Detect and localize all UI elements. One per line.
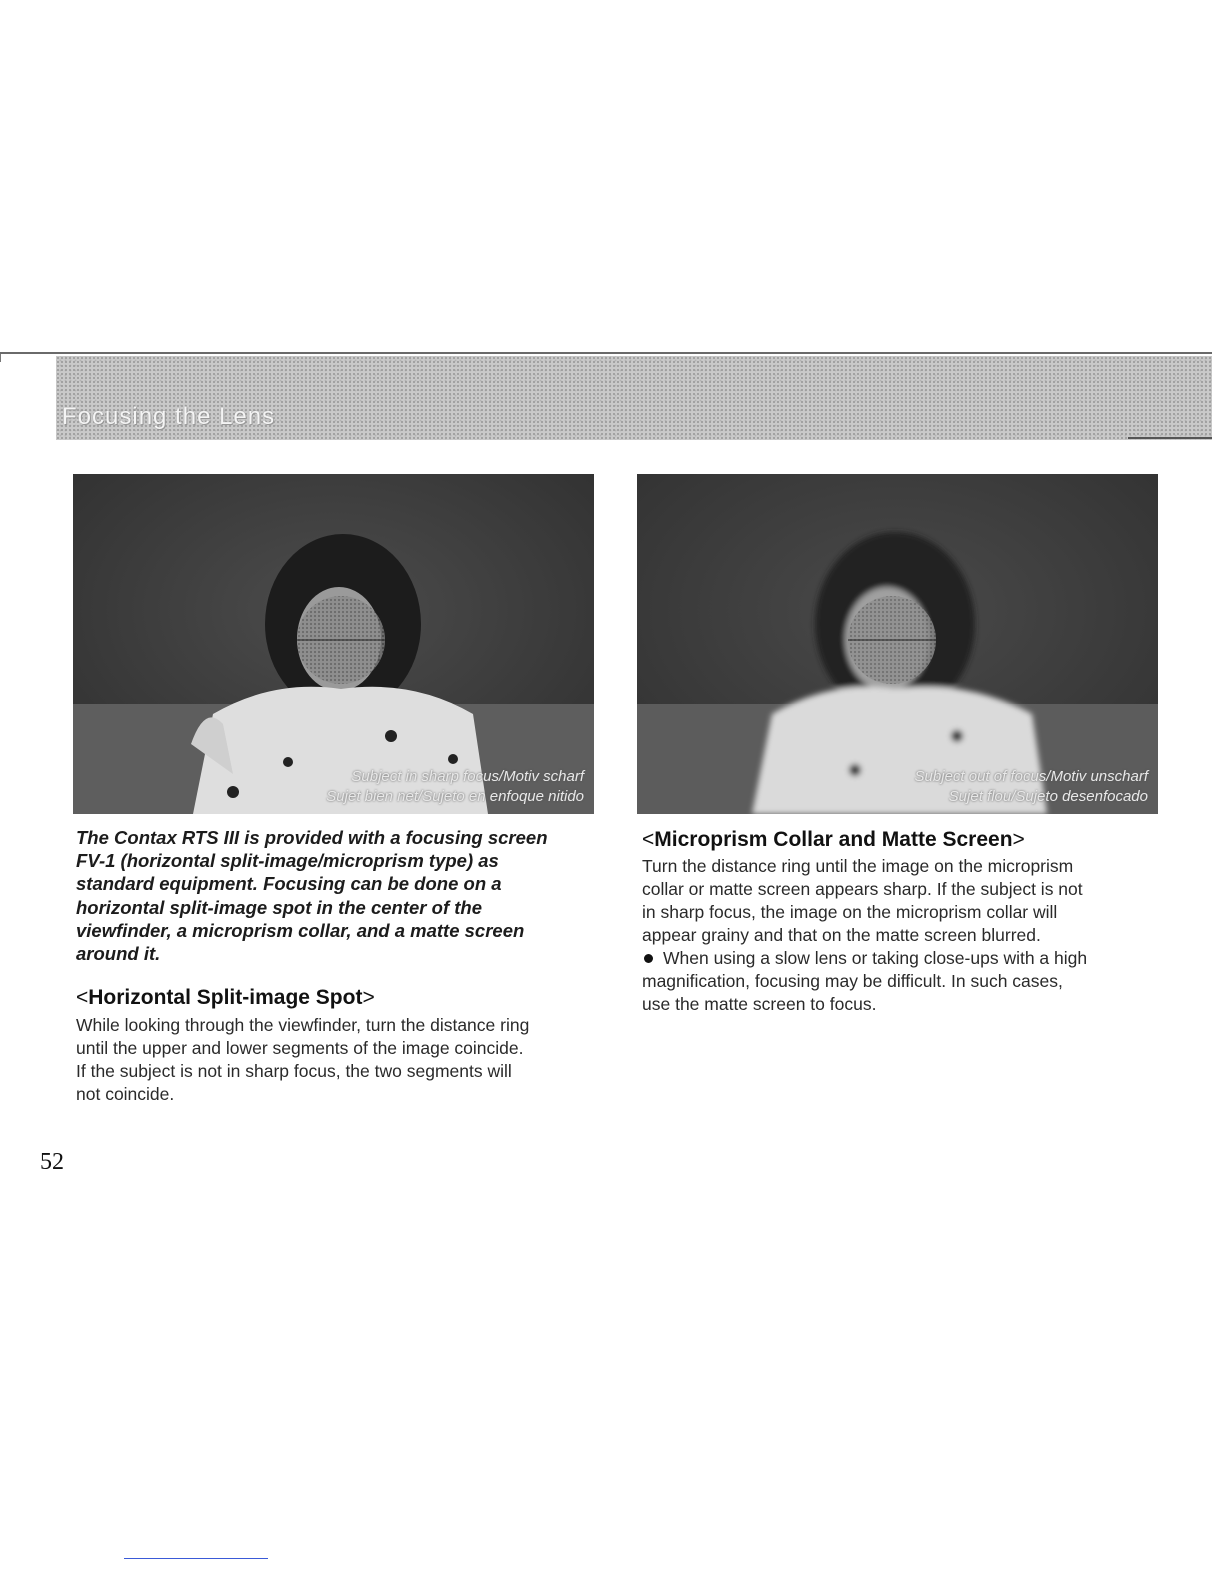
- bullet-text: When using a slow lens or taking close-ups with a high: [663, 948, 1088, 968]
- bracket-close: >: [362, 986, 375, 1009]
- photo-blurred-graphic: [637, 474, 1158, 814]
- body-line: collar or matte screen appears sharp. If the subject is not: [642, 879, 1083, 899]
- intro-line: around it.: [76, 943, 161, 965]
- bracket-open: <: [76, 986, 89, 1009]
- photo-sharp-graphic: [73, 474, 594, 814]
- bullet-line: [642, 947, 1087, 970]
- body-line: magnification, focusing may be difficult. In such cases,: [642, 971, 1063, 991]
- body-line: not coincide.: [76, 1084, 175, 1104]
- intro-line: horizontal split-image spot in the center of the: [76, 896, 482, 918]
- intro-line: viewfinder, a microprism collar, and a matte screen: [76, 919, 525, 941]
- heading-text: Horizontal Split-image Spot: [88, 986, 363, 1009]
- header-band-edge: [1128, 437, 1212, 439]
- split-image-paragraph: [76, 1014, 529, 1106]
- photo-caption-line: Subject out of focus/Motiv unscharf: [914, 768, 1148, 785]
- section-title: Focusing the Lens: [62, 403, 276, 430]
- photo-caption-line: Subject in sharp focus/Motiv scharf: [351, 768, 584, 785]
- body-line: If the subject is not in sharp focus, the two segments will: [76, 1061, 512, 1081]
- photo-out-of-focus: [637, 474, 1158, 814]
- heading-microprism-collar: [642, 828, 1025, 852]
- bracket-close: >: [1012, 828, 1025, 851]
- body-line: appear grainy and that on the matte screen blurred.: [642, 925, 1041, 945]
- intro-line: standard equipment. Focusing can be done on a: [76, 873, 502, 895]
- body-line: While looking through the viewfinder, turn the distance ring: [76, 1015, 530, 1035]
- photo-sharp-focus: [73, 474, 594, 814]
- intro-line: The Contax RTS III is provided with a focusing screen: [76, 827, 548, 848]
- header-rule: [0, 352, 1212, 354]
- page-number: 52: [40, 1149, 64, 1175]
- body-line: use the matte screen to focus.: [642, 994, 877, 1014]
- body-line: until the upper and lower segments of the image coincide.: [76, 1038, 524, 1058]
- body-line: in sharp focus, the image on the microprism collar will: [642, 902, 1058, 922]
- heading-split-image-spot: [76, 986, 375, 1010]
- bracket-open: <: [642, 828, 655, 851]
- photo-caption-line: Sujet bien net/Sujeto en enfoque nitido: [326, 788, 584, 805]
- intro-line: FV-1 (horizontal split-image/microprism type) as: [76, 850, 499, 872]
- photo-caption-line: Sujet flou/Sujeto desenfocado: [948, 788, 1148, 805]
- bullet-icon: [644, 954, 653, 963]
- microprism-paragraph: [642, 855, 1087, 1016]
- footnote-rule: [124, 1558, 268, 1559]
- heading-text: Microprism Collar and Matte Screen: [654, 828, 1013, 851]
- body-line: Turn the distance ring until the image on the microprism: [642, 856, 1074, 876]
- intro-paragraph: [76, 826, 586, 965]
